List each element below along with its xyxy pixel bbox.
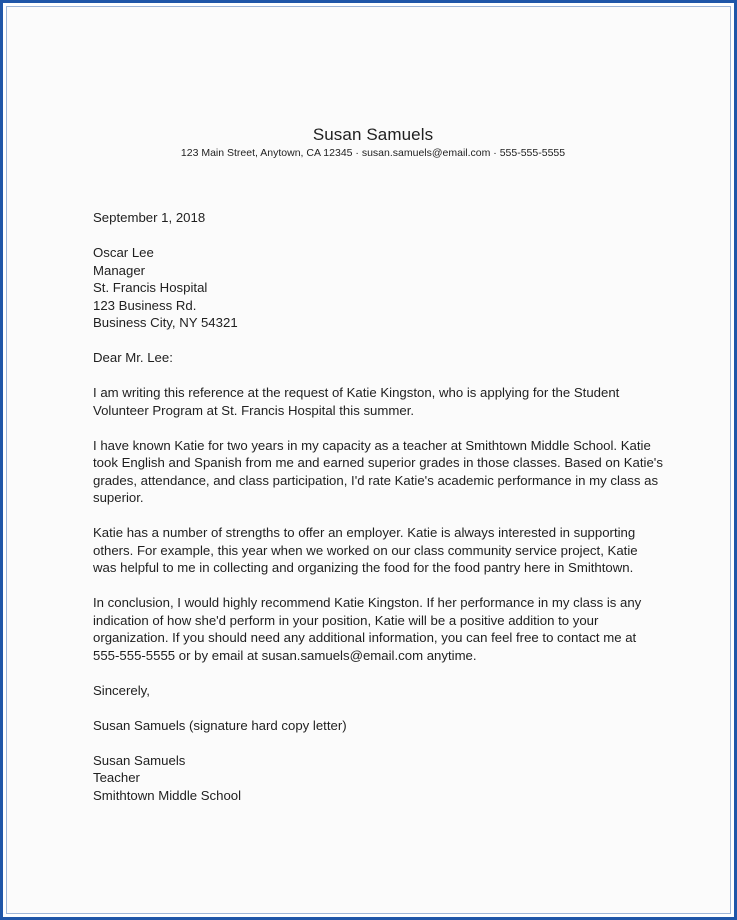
signature-note: Susan Samuels (signature hard copy letter) [93,718,347,733]
sender-name: Susan Samuels [312,125,434,144]
recipient-street: 123 Business Rd. [93,298,197,313]
sender-contact: 123 Main Street, Anytown, CA 12345 · susan.samuels@email.com · 555-555-5555 [180,147,566,159]
paragraph-4-line: organization. If you should need any additional information, you can feel free to contact me at [93,630,637,645]
paragraph-4-line: 555-555-5555 or by email at susan.samuels@email.com anytime. [93,648,477,663]
recipient-title: Manager [93,263,146,278]
paragraph-2-line: superior. [93,490,144,505]
paragraph-2-line: took English and Spanish from me and earned superior grades in those classes. Based on Katie's [93,455,663,470]
recipient-organization: St. Francis Hospital [93,280,208,295]
paragraph-4-line: indication of how she'd perform in your position, Katie will be a positive addition to your [93,613,599,628]
salutation: Dear Mr. Lee: [93,350,173,365]
signer-organization: Smithtown Middle School [93,788,242,803]
closing: Sincerely, [93,683,150,698]
paragraph-2-line: I have known Katie for two years in my capacity as a teacher at Smithtown Middle School. Katie [93,438,651,453]
recipient-name: Oscar Lee [93,245,154,260]
letter-page [6,6,731,914]
signer-title: Teacher [93,770,140,785]
paragraph-2-line: grades, attendance, and class participation, I'd rate Katie's academic performance in my class as [93,473,659,488]
letter-date: September 1, 2018 [93,210,206,225]
paragraph-4-line: In conclusion, I would highly recommend Katie Kingston. If her performance in my class is any [93,595,642,610]
recipient-city: Business City, NY 54321 [93,315,238,330]
paragraph-1-line: Volunteer Program at St. Francis Hospital this summer. [93,403,415,418]
paragraph-3-line: others. For example, this year when we worked on our class community service project, Katie [93,543,638,558]
signer-name: Susan Samuels [93,753,186,768]
paragraph-3-line: was helpful to me in collecting and organizing the food for the food pantry here in Smithtown. [93,560,634,575]
paragraph-1-line: I am writing this reference at the request of Katie Kingston, who is applying for the Student [93,385,620,400]
paragraph-3-line: Katie has a number of strengths to offer an employer. Katie is always interested in supporting [93,525,636,540]
